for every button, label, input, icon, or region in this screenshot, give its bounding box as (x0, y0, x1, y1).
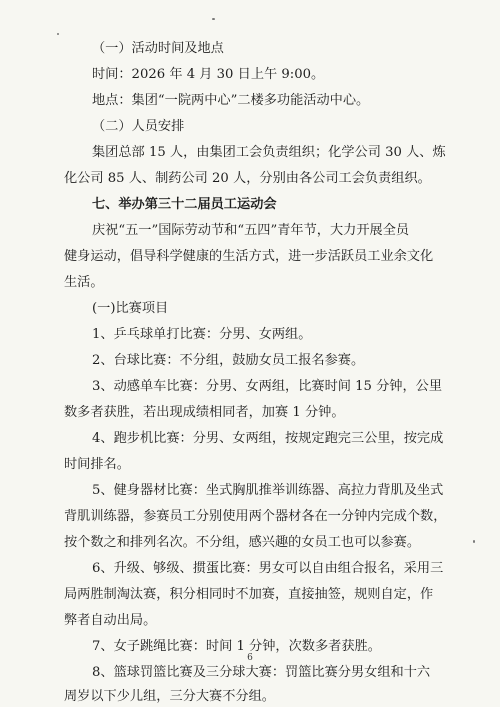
scan-speck (212, 18, 215, 20)
scan-speck (473, 540, 475, 543)
event-3-line-2: 数多者获胜，若出现成绩相同者，加赛 1 分钟。 (64, 405, 345, 420)
scan-speck (57, 33, 59, 35)
staff-paragraph-line-1: 集团总部 15 人，由集团工会负责组织；化学公司 30 人、炼 (92, 145, 446, 160)
time-line: 时间：2026 年 4 月 30 日上午 9:00。 (92, 67, 325, 82)
subsection-heading-time-place: （一）活动时间及地点 (92, 41, 224, 56)
page-number: 6 (247, 653, 253, 663)
event-4-line-2: 时间排名。 (64, 457, 130, 472)
event-2-line-1: 2、台球比赛：不分组，鼓励女员工报名参赛。 (92, 353, 365, 368)
staff-paragraph-line-2: 化公司 85 人、制药公司 20 人，分别由各公司工会负责组织。 (64, 171, 431, 186)
event-1-line-1: 1、乒乓球单打比赛：分男、女两组。 (92, 327, 312, 342)
event-6-line-1: 6、升级、够级、掼蛋比赛：男女可以自由组合报名，采用三 (92, 561, 444, 576)
event-8-line-2: 周岁以下少儿组，三分大赛不分组。 (64, 689, 275, 704)
event-5-line-1: 5、健身器材比赛：坐式胸肌推举训练器、高拉力背肌及坐式 (92, 483, 444, 498)
subsection-heading-staff: （二）人员安排 (92, 119, 185, 134)
subsection-heading-events: (一)比赛项目 (92, 301, 169, 316)
event-8-line-1: 8、篮球罚篮比赛及三分球大赛：罚篮比赛分男女组和十六 (92, 665, 431, 680)
place-line: 地点：集团“一院两中心”二楼多功能活动中心。 (92, 93, 370, 108)
intro-paragraph-line-2: 健身运动，倡导科学健康的生活方式，进一步活跃员工业余文化 (64, 249, 434, 264)
event-6-line-3: 弊者自动出局。 (64, 613, 157, 628)
event-4-line-1: 4、跑步机比赛：分男、女两组，按规定跑完三公里，按完成 (92, 431, 444, 446)
section-heading-sports-meet: 七、举办第三十二届员工运动会 (92, 197, 277, 212)
event-3-line-1: 3、动感单车比赛：分男、女两组，比赛时间 15 分钟，公里 (92, 379, 443, 394)
intro-paragraph-line-1: 庆祝“五一”国际劳动节和“五四”青年节，大力开展全员 (92, 223, 410, 238)
event-5-line-3: 按个数之和排列名次。不分组，感兴趣的女员工也可以参赛。 (64, 535, 421, 550)
event-6-line-2: 局两胜制淘汰赛，积分相同时不加赛，直接抽签，规则自定，作 (64, 587, 434, 602)
intro-paragraph-line-3: 生活。 (64, 275, 104, 290)
event-7-line-1: 7、女子跳绳比赛：时间 1 分钟，次数多者获胜。 (92, 639, 381, 654)
event-5-line-2: 背肌训练器，参赛员工分别使用两个器材各在一分钟内完成个数， (64, 509, 447, 524)
